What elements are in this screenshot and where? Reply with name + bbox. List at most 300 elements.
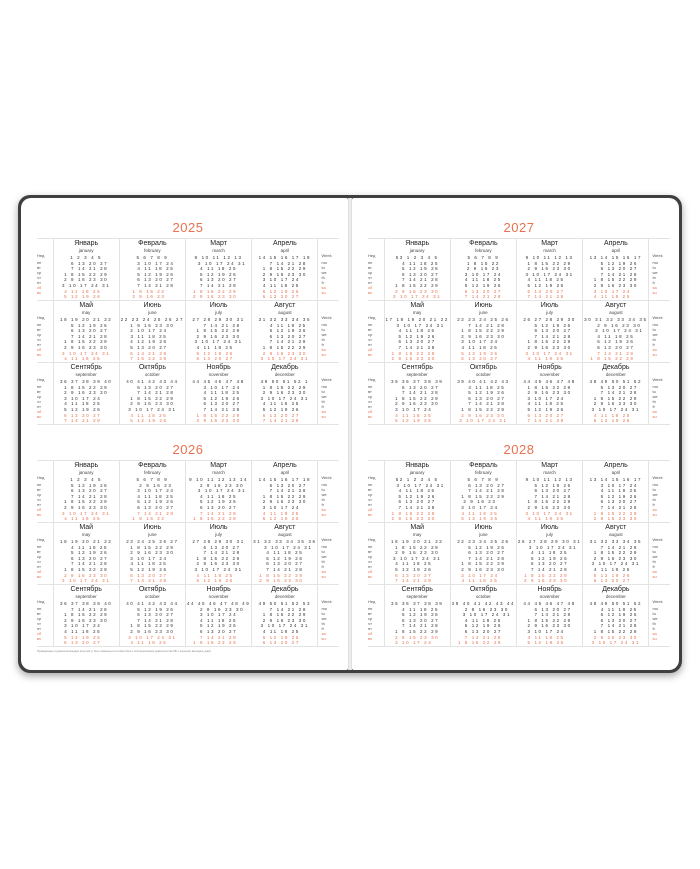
weekday-day-numbers: 2 9 16 23 (466, 266, 500, 272)
weekday-day-numbers: 6 13 20 27 (262, 333, 307, 339)
month-name: Ноябрь (206, 364, 231, 371)
weekday-day-numbers: 2 9 16 23 30 (524, 578, 576, 584)
weekday-day-numbers: 2 9 16 23 30 (193, 294, 245, 300)
month-name: Ноябрь (537, 364, 562, 371)
weekday-day-numbers: 2 9 16 23 30 (130, 401, 175, 407)
weekday-day-numbers: 5 12 19 26 (193, 499, 245, 505)
month-days (583, 477, 648, 522)
weekday-day-numbers: 3 10 17 24 (395, 406, 440, 412)
weekday-labels-ru (37, 585, 53, 646)
weekday-day-numbers: 5 12 19 26 (461, 350, 506, 356)
month-days (120, 255, 185, 300)
month-days (186, 601, 251, 646)
month-cell (516, 523, 582, 584)
year-title: 2026 (172, 442, 204, 457)
month-days (186, 477, 251, 522)
month-name: Ноябрь (206, 586, 231, 593)
weekday-day-numbers: 4 11 18 25 (593, 566, 638, 572)
week-numbers: 22 23 24 25 26 27 (120, 317, 185, 322)
weekday-day-numbers: 5 12 19 26 (130, 418, 175, 424)
weekday-day-numbers: 7 14 21 28 (262, 339, 307, 345)
weekday-day-numbers: 2 9 16 23 30 (527, 266, 572, 272)
weekday-label-en: tu (652, 327, 656, 332)
weekday-day-numbers: 2 9 16 23 30 (64, 390, 109, 396)
month-name-en: february (144, 470, 161, 475)
weekday-label: чт (368, 497, 372, 502)
weekday-day-numbers: 2 9 16 23 30 (590, 322, 642, 328)
weekday-day-numbers: 2 9 16 23 (463, 499, 504, 505)
weekday-day-numbers: 2 9 16 23 30 (461, 566, 506, 572)
month-name: Январь (405, 462, 430, 469)
weekday-label: Нед (368, 475, 376, 480)
month-name-en: january (78, 248, 94, 253)
year-block (37, 220, 339, 425)
weekday-label: пн (368, 544, 373, 549)
weekday-day-numbers: 7 14 21 28 (64, 606, 109, 612)
weekday-label: чт (368, 399, 372, 404)
month-cell (516, 363, 582, 424)
week-numbers: 14 15 16 17 18 (258, 255, 312, 260)
weekday-day-numbers: 1 8 15 22 29 (527, 339, 572, 345)
month-days (517, 255, 582, 300)
weekday-day-numbers: 2 9 16 23 30 (593, 555, 638, 561)
weekday-label: Нед (37, 377, 45, 382)
month-name: Сентябрь (70, 364, 102, 371)
weekday-day-numbers: 1 8 15 22 29 (130, 544, 175, 550)
month-days (54, 601, 119, 646)
weekday-label: пн (368, 482, 373, 487)
weekday-label-en: fr (652, 404, 655, 409)
weekday-label: пт (37, 280, 41, 285)
month-row (368, 523, 670, 585)
weekday-day-numbers: 1 8 15 22 29 (262, 344, 307, 350)
weekday-label: сб (368, 347, 373, 352)
weekday-label-en: mo (321, 482, 328, 487)
weekday-day-numbers: 3 10 17 24 (461, 339, 506, 345)
weekday-label: пн (368, 260, 373, 265)
week-numbers: 5 6 7 8 9 (467, 477, 500, 482)
weekday-day-numbers: 6 13 20 27 (593, 578, 638, 584)
week-numbers: 49 50 51 52 53 (258, 601, 312, 606)
month-name-en: march (543, 248, 556, 253)
weekday-day-numbers: 6 13 20 27 (259, 561, 311, 567)
weekday-day-numbers: 6 13 20 27 (524, 561, 576, 567)
weekday-label: чт (368, 621, 372, 626)
weekday-labels-ru (368, 301, 384, 362)
weekday-day-numbers: 1 8 15 22 29 (395, 628, 440, 634)
weekday-day-numbers: 7 14 21 28 (457, 634, 509, 640)
weekday-day-numbers: 4 11 18 25 (395, 606, 440, 612)
month-name: Август (605, 302, 627, 309)
weekday-day-numbers: 3 10 17 24 31 (393, 294, 442, 300)
weekday-label-en: su (321, 414, 326, 419)
weekday-day-numbers: 7 14 21 28 (527, 294, 572, 300)
month-name: Март (541, 240, 558, 247)
month-cell (384, 363, 450, 424)
month-name-en: may (81, 310, 91, 315)
month-days (385, 477, 450, 522)
month-row (37, 523, 339, 585)
weekday-day-numbers: 6 13 20 27 (262, 294, 307, 300)
month-name: Июль (540, 524, 559, 531)
weekday-day-numbers: 4 11 18 25 (196, 344, 241, 350)
weekday-day-numbers: 5 12 19 26 (262, 516, 307, 522)
weekday-label: ср (368, 616, 373, 621)
month-row (37, 460, 339, 523)
month-cell (53, 239, 119, 300)
month-name: Июль (209, 302, 228, 309)
month-cell (516, 239, 582, 300)
month-name: Май (79, 524, 94, 531)
weekday-day-numbers: 6 13 20 27 (395, 572, 440, 578)
month-cell (251, 301, 317, 362)
month-name-en: july (546, 532, 553, 537)
weekday-label: сб (37, 285, 42, 290)
year-title: 2027 (503, 220, 535, 235)
month-name-en: january (409, 248, 425, 253)
weekday-day-numbers: 5 12 19 26 (130, 499, 175, 505)
weekday-day-numbers: 1 8 15 22 29 (193, 640, 245, 646)
weekday-day-numbers: 3 10 17 24 31 (591, 640, 640, 646)
weekday-day-numbers: 7 14 21 28 (527, 333, 572, 339)
weekday-day-numbers: 5 12 19 26 (130, 566, 175, 572)
weekday-label: вт (37, 611, 41, 616)
weekday-day-numbers: 4 11 18 25 (593, 294, 638, 300)
weekday-day-numbers: 3 10 17 24 31 (128, 634, 177, 640)
weekday-day-numbers: 1 8 15 22 29 (259, 572, 311, 578)
weekday-label: вт (368, 611, 372, 616)
month-name-en: october (475, 594, 491, 599)
weekday-label-en: tu (321, 389, 325, 394)
weekday-day-numbers: 4 11 18 25 (64, 356, 109, 362)
weekday-day-numbers: 4 11 18 25 (590, 333, 642, 339)
weekday-labels-en (648, 239, 670, 300)
month-cell (450, 301, 516, 362)
month-name-en: october (144, 372, 160, 377)
weekday-day-numbers: 4 11 18 25 (193, 266, 245, 272)
weekday-day-numbers: 4 11 18 25 (527, 277, 572, 283)
weekday-label-en: we (652, 492, 658, 497)
weekday-day-numbers: 7 14 21 28 (461, 488, 506, 494)
weekday-label: вт (368, 327, 372, 332)
month-cell (185, 301, 251, 362)
weekday-day-numbers: 3 10 17 24 (130, 555, 175, 561)
weekday-label-en: th (321, 497, 325, 502)
month-name-en: march (212, 470, 225, 475)
weekday-labels-ru (37, 239, 53, 300)
month-name-en: june (148, 532, 157, 537)
weekday-day-numbers: 2 9 16 23 30 (461, 412, 506, 418)
month-cell (119, 301, 185, 362)
month-cell (384, 585, 450, 646)
month-name-en: june (479, 310, 488, 315)
weekday-day-numbers: 1 8 15 22 29 (593, 395, 638, 401)
weekday-label-en: th (652, 559, 656, 564)
month-name-en: august (609, 310, 623, 315)
weekday-day-numbers: 3 10 17 24 31 (591, 561, 640, 567)
weekday-day-numbers: 4 11 18 25 (395, 561, 440, 567)
month-cell (251, 461, 317, 522)
month-name: Сентябрь (70, 586, 102, 593)
weekday-label: пт (368, 626, 372, 631)
weekday-label-en: mo (652, 260, 659, 265)
week-numbers: 31 32 33 34 35 (589, 539, 643, 544)
weekday-day-numbers: 1 8 15 22 29 (262, 266, 307, 272)
weekday-day-numbers: 2 9 16 23 30 (395, 550, 440, 556)
week-numbers: 48 49 50 51 52 (589, 379, 643, 384)
weekday-day-numbers: 6 14 21 28 (130, 350, 175, 356)
weekday-label: пн (368, 606, 373, 611)
weekday-day-numbers: 6 13 20 27 (527, 412, 572, 418)
weekday-day-numbers: 1 8 15 22 29 (395, 395, 440, 401)
weekday-day-numbers: 1 8 15 22 29 (193, 516, 245, 522)
weekday-label-en: fr (321, 342, 324, 347)
month-name-en: january (409, 470, 425, 475)
weekday-day-numbers: 2 9 16 23 30 (461, 333, 506, 339)
month-cell (582, 301, 648, 362)
weekday-day-numbers: 2 9 16 23 30 (391, 516, 443, 522)
weekday-day-numbers: 4 11 18 25 (130, 561, 175, 567)
month-cell (450, 523, 516, 584)
weekday-day-numbers: 2 10 17 24 (130, 328, 175, 334)
weekday-label-en: Week (652, 253, 663, 258)
weekday-day-numbers: 6 13 20 27 (593, 384, 638, 390)
weekday-label: сб (37, 569, 42, 574)
month-days (385, 317, 450, 362)
weekday-label-en: sa (321, 285, 326, 290)
weekday-day-numbers: 5 12 19 26 (395, 266, 440, 272)
weekday-day-numbers: 5 12 19 26 (395, 612, 440, 618)
weekday-label-en: fr (652, 502, 655, 507)
month-days (385, 379, 450, 424)
month-name: Март (210, 240, 227, 247)
week-numbers: 5 6 7 8 9 (467, 255, 500, 260)
month-name-en: november (208, 372, 229, 377)
weekday-label: сб (368, 409, 373, 414)
weekday-day-numbers: 5 12 19 26 (64, 294, 109, 300)
week-numbers: 9 10 11 12 13 14 (189, 477, 249, 482)
weekday-label-en: Week (321, 599, 332, 604)
weekday-day-numbers: 4 11 18 25 (524, 550, 576, 556)
weekday-day-numbers: 3 10 17 24 (461, 504, 506, 510)
weekday-label: пт (37, 564, 41, 569)
weekday-label-en: we (321, 270, 327, 275)
weekday-day-numbers: 6 13 20 27 (130, 612, 175, 618)
weekday-day-numbers: 6 13 20 27 (593, 617, 638, 623)
year-block (37, 442, 339, 647)
month-row (368, 238, 670, 301)
weekday-label: пт (368, 502, 372, 507)
weekday-day-numbers: 7 15 22 29 (130, 356, 175, 362)
month-cell (119, 363, 185, 424)
weekday-label-en: su (652, 574, 657, 579)
month-days (451, 255, 516, 300)
weekday-label: пт (368, 564, 372, 569)
weekday-day-numbers: 5 12 19 26 (464, 282, 503, 288)
month-cell (251, 523, 317, 584)
weekday-label: пн (368, 384, 373, 389)
weekday-day-numbers: 1 8 15 22 29 (593, 510, 638, 516)
weekday-day-numbers: 7 14 21 28 (64, 266, 109, 272)
weekday-day-numbers: 4 11 18 25 (262, 282, 307, 288)
weekday-day-numbers: 7 14 21 28 (395, 390, 440, 396)
weekday-label-en: Week (321, 377, 332, 382)
weekday-label-en: su (652, 512, 657, 517)
weekday-label-en: Week (652, 315, 663, 320)
month-name: Январь (74, 462, 99, 469)
weekday-day-numbers: 2 9 16 23 30 (64, 344, 109, 350)
month-name-en: february (475, 248, 492, 253)
month-name: Июнь (143, 524, 162, 531)
weekday-day-numbers: 3 10 17 24 31 (459, 418, 508, 424)
weekday-label-en: mo (321, 544, 328, 549)
week-numbers: 31 32 33 34 35 (258, 317, 312, 322)
weekday-day-numbers: 5 12 19 26 (593, 418, 638, 424)
weekday-day-numbers: 4 11 18 25 (461, 384, 506, 390)
weekday-label: сб (368, 507, 373, 512)
weekday-day-numbers: 1 8 15 22 29 (130, 395, 175, 401)
month-name: Август (274, 524, 296, 531)
weekday-day-numbers: 5 12 19 26 (130, 271, 175, 277)
weekday-label: чт (37, 621, 41, 626)
weekday-day-numbers: 7 14 21 28 (527, 418, 572, 424)
weekday-day-numbers: 5 12 19 26 (593, 612, 638, 618)
weekday-day-numbers: 4 11 18 25 (464, 277, 502, 283)
year-title: 2028 (503, 442, 535, 457)
weekday-label: чт (368, 337, 372, 342)
weekday-label: Нед (368, 253, 376, 258)
weekday-day-numbers: 3 10 17 24 31 (389, 322, 445, 328)
weekday-label: вс (368, 636, 373, 641)
month-name-en: april (611, 248, 621, 253)
weekday-label-en: we (652, 270, 658, 275)
weekday-day-numbers: 6 13 20 27 (461, 356, 506, 362)
month-name-en: october (475, 372, 491, 377)
weekday-label: пт (368, 280, 372, 285)
month-name-en: december (274, 372, 295, 377)
weekday-label-en: tu (321, 611, 325, 616)
weekday-label: чт (37, 337, 41, 342)
weekday-day-numbers: 1 8 15 22 29 (527, 617, 572, 623)
weekday-label-en: th (321, 621, 325, 626)
week-numbers: 9 10 11 12 13 (525, 477, 574, 482)
weekday-label-en: tu (652, 611, 656, 616)
weekday-label: пн (368, 322, 373, 327)
month-cell (119, 523, 185, 584)
weekday-labels-ru (368, 585, 384, 646)
weekday-day-numbers: 4 11 18 25 (196, 390, 241, 396)
weekday-day-numbers: 3 10 17 24 31 (525, 271, 574, 277)
month-name: Октябрь (138, 364, 166, 371)
month-name: Июнь (474, 524, 493, 531)
weekday-label-en: Week (652, 475, 663, 480)
weekday-day-numbers: 2 9 16 23 30 (130, 550, 175, 556)
weekday-label-en: su (321, 574, 326, 579)
week-numbers: 9 10 11 12 13 (525, 255, 574, 260)
weekday-day-numbers: 3 10 17 24 (527, 628, 572, 634)
week-numbers: 23 24 25 26 27 (126, 539, 179, 544)
weekday-day-numbers: 3 10 17 24 (262, 504, 307, 510)
weekday-day-numbers: 7 14 21 28 (527, 493, 572, 499)
weekday-day-numbers: 2 9 16 23 30 (196, 418, 241, 424)
month-name: Июль (209, 524, 228, 531)
weekday-label: пт (37, 342, 41, 347)
month-days (186, 379, 251, 424)
weekday-label: вс (37, 512, 42, 517)
weekday-day-numbers: 4 11 18 25 (461, 344, 506, 350)
weekday-label-en: sa (652, 507, 657, 512)
year-block (368, 220, 670, 425)
weekday-day-numbers: 3 10 17 24 (64, 395, 109, 401)
weekday-label: Нед (368, 377, 376, 382)
month-name: Октябрь (138, 586, 166, 593)
weekday-day-numbers: 6 13 20 27 (193, 628, 245, 634)
weekday-label: Нед (37, 315, 45, 320)
month-name-en: september (75, 594, 97, 599)
weekday-label-en: sa (321, 569, 326, 574)
month-days (120, 379, 185, 424)
weekday-label: вт (368, 549, 372, 554)
month-cell (384, 461, 450, 522)
weekday-day-numbers: 4 11 18 25 (64, 628, 109, 634)
weekday-day-numbers: 4 11 18 25 (395, 260, 440, 266)
month-name: Сентябрь (401, 586, 433, 593)
month-name-en: december (605, 594, 626, 599)
weekday-day-numbers: 3 10 17 24 31 (525, 350, 574, 356)
weekday-day-numbers: 5 12 19 26 (395, 418, 440, 424)
weekday-label-en: sa (321, 507, 326, 512)
weekday-label: Нед (368, 315, 376, 320)
week-numbers: 40 41 42 43 44 (126, 601, 179, 606)
weekday-day-numbers: 7 14 21 28 (262, 418, 307, 424)
weekday-day-numbers: 2 9 16 23 30 (593, 516, 638, 522)
month-name: Декабрь (602, 364, 630, 371)
weekday-day-numbers: 1 8 15 22 29 (457, 640, 509, 646)
weekday-day-numbers: 5 12 19 26 (590, 339, 642, 345)
weekday-day-numbers: 6 13 20 27 (593, 266, 638, 272)
week-numbers: 18 19 20 21 22 (59, 539, 113, 544)
week-numbers: 1 2 3 4 5 (70, 477, 103, 482)
month-cell (119, 239, 185, 300)
weekday-day-numbers: 3 10 17 24 31 (525, 510, 574, 516)
weekday-label: чт (368, 275, 372, 280)
weekday-label: ср (37, 492, 42, 497)
month-days (517, 539, 582, 584)
weekday-day-numbers: 5 12 19 26 (593, 260, 638, 266)
weekday-day-numbers: 1 8 15 22 29 (64, 612, 109, 618)
month-days (583, 539, 648, 584)
weekday-day-numbers: 1 8 15 22 29 (262, 612, 307, 618)
weekday-day-numbers: 4 11 18 25 (457, 617, 509, 623)
weekday-label: вт (37, 549, 41, 554)
weekday-label-en: tu (321, 327, 325, 332)
weekday-day-numbers: 7 14 21 28 (593, 504, 638, 510)
weekday-day-numbers: 3 10 17 24 31 (194, 566, 243, 572)
weekday-label-en: we (321, 332, 327, 337)
weekday-label-en: Week (321, 475, 332, 480)
weekday-day-numbers: 6 13 20 27 (527, 288, 572, 294)
weekday-labels-en (317, 523, 339, 584)
weekday-day-numbers: 5 12 19 26 (593, 572, 638, 578)
week-numbers: 30 31 32 33 34 35 (584, 317, 648, 322)
weekday-day-numbers: 6 13 20 27 (527, 488, 572, 494)
month-days (186, 255, 251, 300)
weekday-day-numbers: 2 9 16 23 30 (593, 634, 638, 640)
weekday-day-numbers: 4 11 18 25 (64, 288, 109, 294)
weekday-labels-ru (368, 239, 384, 300)
weekday-day-numbers: 4 11 18 25 (461, 578, 506, 584)
month-name-en: september (75, 372, 97, 377)
